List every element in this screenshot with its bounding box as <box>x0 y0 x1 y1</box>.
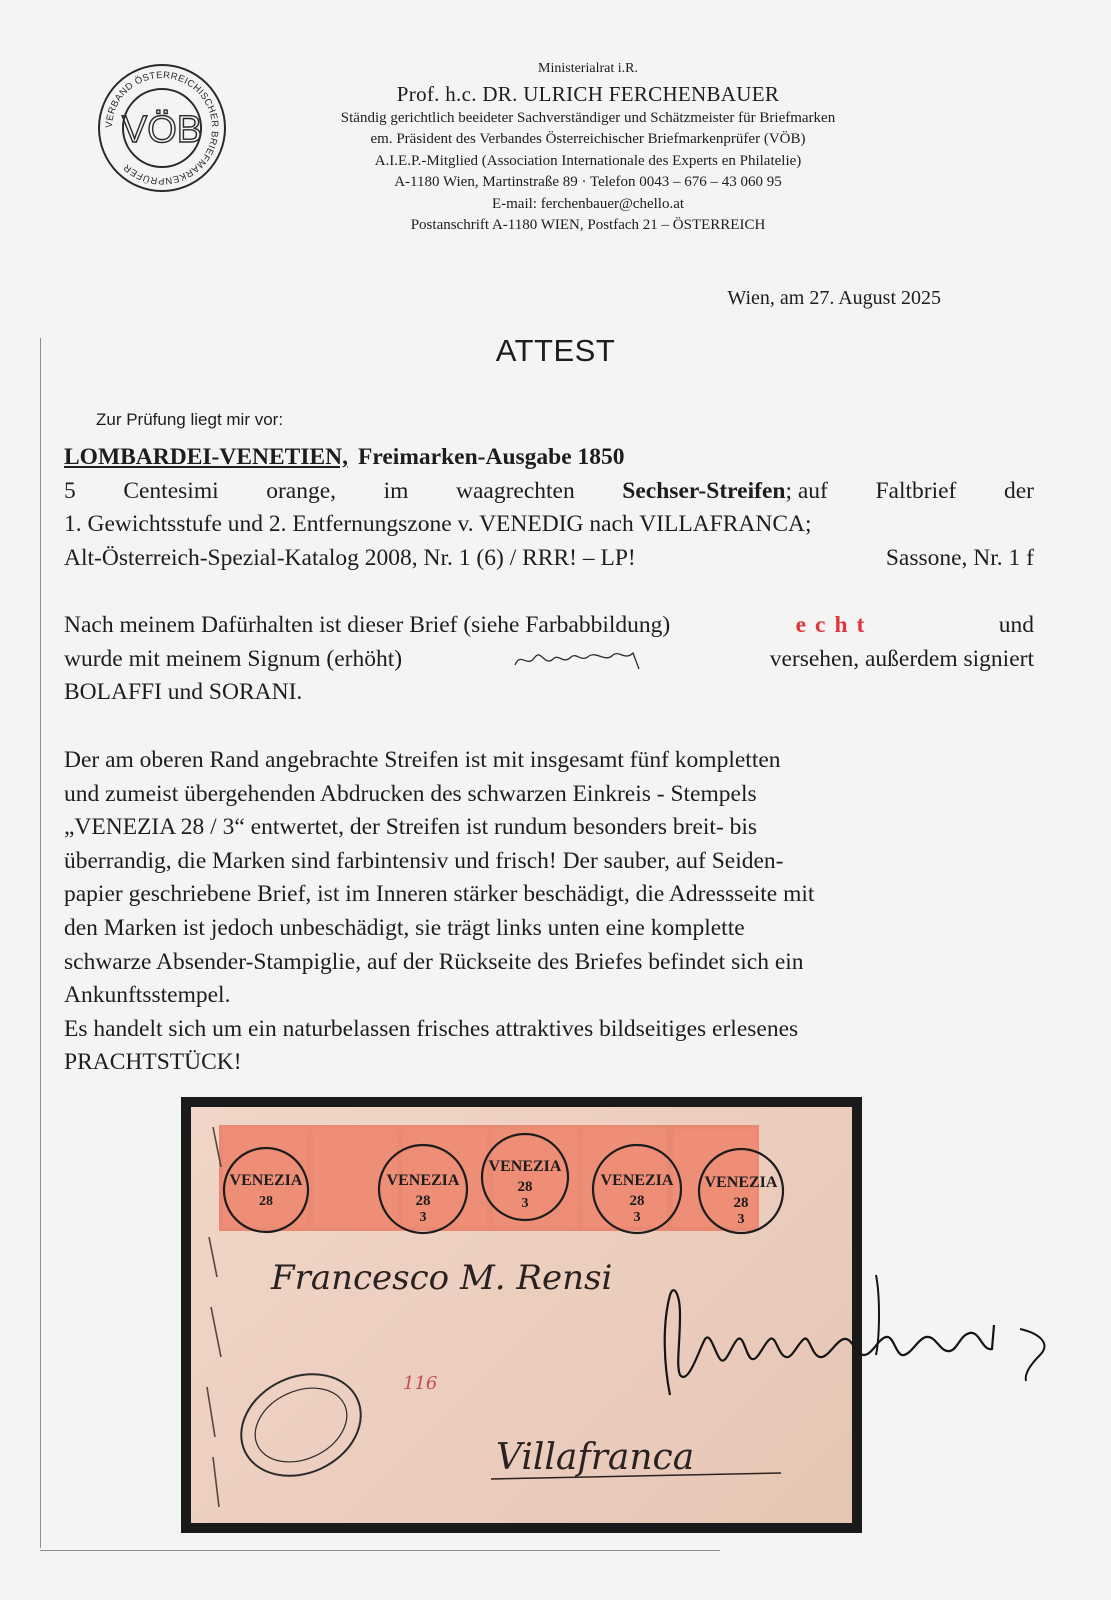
letterhead-line: Ständig gerichtlich beeideter Sachverständiger und Schätzmeister für Briefmarken <box>340 109 836 126</box>
word: Centesimi <box>123 477 219 504</box>
word: Faltbrief <box>875 477 957 504</box>
cancel-day: 28 <box>733 1195 749 1211</box>
cancel-day: 28 <box>629 1193 645 1209</box>
document-title: ATTEST <box>495 333 616 368</box>
details-line: schwarze Absender-Stampiglie, auf der Rückseite des Briefes befindet sich ein <box>64 948 804 975</box>
intro-text: Zur Prüfung liegt mir vor: <box>96 410 284 429</box>
letterhead-line: A.I.E.P.-Mitglied (Association Internationale des Experts en Philatelie) <box>374 152 802 169</box>
pencil-note: 116 <box>403 1373 438 1394</box>
opinion-line-1 <box>64 609 1034 643</box>
edge-marks <box>207 1127 221 1507</box>
address-destination: Villafranca <box>496 1437 695 1478</box>
word: ; auf <box>785 477 828 504</box>
details-line-last: Ankunftsstempel. <box>64 982 231 1009</box>
catalog-reference: Alt-Österreich-Spezial-Katalog 2008, Nr. 1 (6) / RRR! – LP! <box>64 544 636 571</box>
heading-region: LOMBARDEI-VENETIEN, <box>64 444 348 470</box>
cancel-town: VENEZIA <box>386 1172 460 1189</box>
document-date: Wien, am 27. August 2025 <box>727 287 941 309</box>
cancel-month: 3 <box>633 1210 641 1225</box>
left-margin-line <box>40 338 41 1548</box>
letterhead-address: A-1180 Wien, Martinstraße 89 · Telefon 0043 – 676 – 43 060 95 <box>394 174 782 190</box>
word: 5 <box>64 477 76 504</box>
strip-type: Sechser-Streifen <box>622 477 786 504</box>
letterhead-postal: Postanschrift A-1180 WIEN, Postfach 21 – ÖSTERREICH <box>410 217 766 233</box>
opinion-text: Nach meinem Dafürhalten ist dieser Brief (siehe Farbabbildung) <box>64 612 671 638</box>
opinion-line-2 <box>64 643 1034 677</box>
letterhead-line: em. Präsident des Verbandes Österreichischer Briefmarkenprüfer (VÖB) <box>370 131 806 147</box>
letterhead-email: E-mail: ferchenbauer@chello.at <box>491 195 685 212</box>
sender-cachet <box>225 1355 378 1494</box>
letterhead-name: Prof. h.c. DR. ULRICH FERCHENBAUER <box>396 81 780 106</box>
cancel-town: VENEZIA <box>600 1172 674 1189</box>
cancel-month: 3 <box>737 1212 745 1227</box>
bottom-rule <box>40 1550 720 1551</box>
word: waagrechten <box>455 477 575 504</box>
seal-letters: VÖB <box>121 109 203 151</box>
details-line: den Marken ist jedoch unbeschädigt, sie trägt links unten eine komplette <box>64 914 745 941</box>
voeb-seal-logo <box>96 62 228 194</box>
opinion-line-3: BOLAFFI und SORANI. <box>64 679 303 706</box>
letterhead-title: Ministerialrat i.R. <box>538 61 638 76</box>
cancel-day: 28 <box>259 1194 273 1209</box>
description-line-1 <box>64 475 1034 509</box>
opinion-text: wurde mit meinem Signum (erhöht) <box>64 645 403 672</box>
item-description <box>64 441 1034 575</box>
cancel-town: VENEZIA <box>229 1172 303 1189</box>
conclusion-line: Es handelt sich um ein naturbelassen frisches attraktives bildseitiges erlesenes <box>64 1015 799 1042</box>
details-line: Der am oberen Rand angebrachte Streifen ist mit insgesamt fünf kompletten <box>64 747 781 773</box>
seal-ring-text: VERBAND ÖSTERREICHISCHER BRIEFMARKENPRÜFER <box>103 69 221 187</box>
details-line: überrandig, die Marken sind farbintensiv und frisch! Der sauber, auf Seiden- <box>64 847 784 874</box>
conclusion-verdict: PRACHTSTÜCK! <box>64 1049 242 1076</box>
details-paragraph <box>64 744 1034 1080</box>
word: im <box>383 477 409 504</box>
cancel-day: 28 <box>517 1179 533 1195</box>
sender-cachet-inner <box>243 1374 359 1476</box>
details-line: „VENEZIA 28 / 3“ entwertet, der Streifen ist rundum besonders breit- bis <box>64 814 758 841</box>
heading-issue: Freimarken-Ausgabe 1850 <box>358 444 625 470</box>
small-signature-mark <box>501 643 671 675</box>
sassone-reference: Sassone, Nr. 1 f <box>885 544 1034 571</box>
description-line-3 <box>64 542 1034 576</box>
item-heading <box>64 441 1034 475</box>
address-name: Francesco M. Rensi <box>271 1258 613 1298</box>
description-line-2: 1. Gewichtsstufe und 2. Entfernungszone v. VENEDIG nach VILLAFRANCA; <box>64 511 812 538</box>
cancel-day: 28 <box>415 1193 431 1209</box>
manuscript-address <box>270 1258 694 1478</box>
cancel-town: VENEZIA <box>704 1174 778 1191</box>
opinion-text: und <box>998 612 1034 638</box>
letterhead <box>238 58 938 237</box>
cancel-town: VENEZIA <box>488 1158 562 1175</box>
cancel-month: 3 <box>521 1196 529 1211</box>
expert-signature <box>640 1255 1080 1425</box>
details-line: und zumeist übergehenden Abdrucken des schwarzen Einkreis - Stempels <box>64 780 757 807</box>
details-line: papier geschriebene Brief, ist im Inneren stärker beschädigt, die Adressseite mit <box>64 881 815 908</box>
echt-verdict: echt <box>795 612 874 638</box>
cancel-month: 3 <box>419 1210 427 1225</box>
opinion-paragraph <box>64 609 1034 710</box>
opinion-text: versehen, außerdem signiert <box>769 645 1034 672</box>
word: der <box>1003 477 1034 504</box>
word: orange, <box>266 477 337 504</box>
